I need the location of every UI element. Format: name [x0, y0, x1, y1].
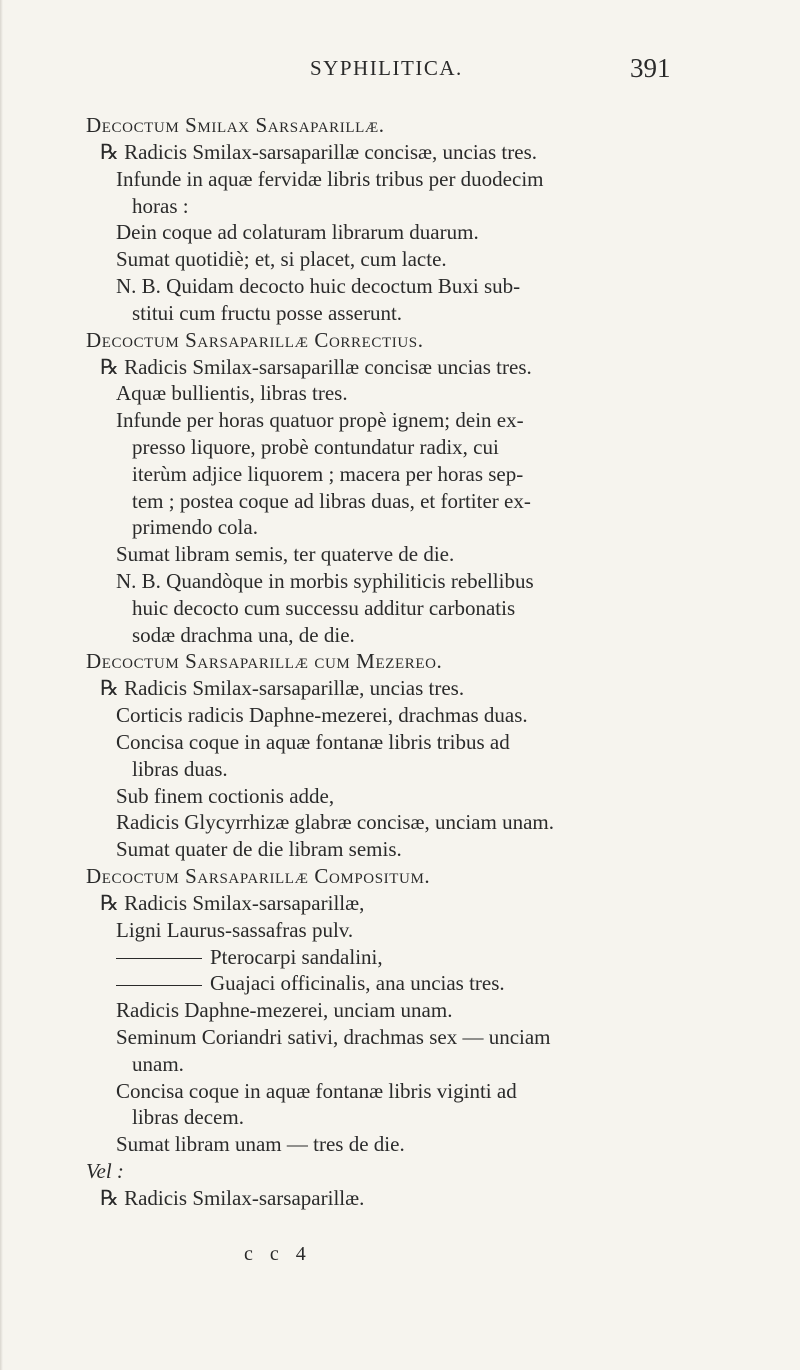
recipe-section	[86, 327, 736, 649]
text-line: libras decem.	[132, 1105, 244, 1130]
recipe-heading: Decoctum Smilax Sarsaparillæ.	[86, 113, 385, 137]
text-line: Dein coque ad colaturam librarum duarum.	[116, 220, 479, 245]
text-line: Aquæ bullientis, libras tres.	[116, 381, 348, 406]
text-line-content: Guajaci officinalis, ana uncias tres.	[210, 971, 505, 996]
text-line: Sub finem coctionis adde,	[116, 783, 335, 808]
text-line: Sumat libram semis, ter quaterve de die.	[116, 542, 455, 567]
text-line: libras duas.	[132, 756, 228, 781]
text-line: Radicis Daphne-mezerei, unciam unam.	[116, 998, 453, 1023]
recipe-heading: Decoctum Sarsaparillæ Compositum.	[86, 863, 431, 888]
text-line: Seminum Coriandri sativi, drachmas sex — unciam	[116, 1024, 551, 1049]
text-line: tem ; postea coque ad libras duas, et fortiter ex-	[132, 488, 531, 513]
page-header	[0, 53, 800, 96]
text-line: stitui cum fructu posse asserunt.	[132, 300, 403, 325]
page-body	[86, 112, 736, 1211]
text-line: ℞ Radicis Smilax-sarsaparillæ concisæ uncias tres.	[100, 354, 532, 379]
page-edge	[0, 0, 3, 1370]
text-line: huic decocto cum successu additur carbonatis	[132, 595, 516, 620]
text-line-content: Pterocarpi sandalini,	[210, 944, 383, 969]
text-line: Infunde in aquæ fervidæ libris tribus per duodecim	[116, 166, 544, 191]
text-line: Sumat libram unam — tres de die.	[116, 1132, 405, 1157]
signature-mark: c c 4	[244, 1243, 312, 1265]
text-line: N. B. Quidam decocto huic decoctum Buxi sub-	[116, 273, 521, 298]
text-line: Corticis radicis Daphne-mezerei, drachmas duas.	[116, 703, 528, 728]
text-line: unam.	[132, 1051, 184, 1076]
text-line: Sumat quater de die libram semis.	[116, 837, 402, 862]
text-line: Infunde per horas quatuor propè ignem; dein ex-	[116, 408, 524, 433]
page-number: 391	[630, 53, 671, 83]
recipe-heading: Decoctum Sarsaparillæ Correctius.	[86, 327, 424, 352]
text-line: Ligni Laurus-sassafras pulv.	[116, 917, 354, 942]
text-line: ℞ Radicis Smilax-sarsaparillæ concisæ, uncias tres.	[100, 140, 537, 164]
recipe-section	[86, 648, 736, 863]
text-line	[86, 970, 736, 997]
text-line: Vel :	[86, 1158, 124, 1183]
text-line: Concisa coque in aquæ fontanæ libris tribus ad	[116, 729, 510, 754]
text-line: Sumat quotidiè; et, si placet, cum lacte.	[116, 247, 447, 272]
text-line: Radicis Glycyrrhizæ glabræ concisæ, unciam unam.	[116, 810, 554, 835]
text-line: sodæ drachma una, de die.	[132, 622, 355, 647]
text-line: Concisa coque in aquæ fontanæ libris viginti ad	[116, 1078, 517, 1103]
text-line: ℞ Radicis Smilax-sarsaparillæ,	[100, 890, 365, 915]
recipe-section	[86, 863, 736, 1212]
ditto-dash	[116, 958, 202, 959]
recipe-heading: Decoctum Sarsaparillæ cum Mezereo.	[86, 649, 443, 674]
running-head: SYPHILITICA.	[310, 56, 463, 80]
text-line: N. B. Quandòque in morbis syphiliticis rebellibus	[116, 568, 534, 593]
recipe-section	[86, 112, 736, 327]
ditto-dash	[116, 985, 202, 986]
text-line: presso liquore, probè contundatur radix, cui	[132, 434, 499, 459]
text-line: horas :	[132, 193, 189, 218]
text-line: ℞ Radicis Smilax-sarsaparillæ.	[100, 1185, 365, 1210]
text-line: iterùm adjice liquorem ; macera per horas sep-	[132, 461, 524, 486]
text-line: primendo cola.	[132, 515, 258, 540]
text-line: ℞ Radicis Smilax-sarsaparillæ, uncias tres.	[100, 676, 465, 701]
text-line	[86, 944, 736, 971]
